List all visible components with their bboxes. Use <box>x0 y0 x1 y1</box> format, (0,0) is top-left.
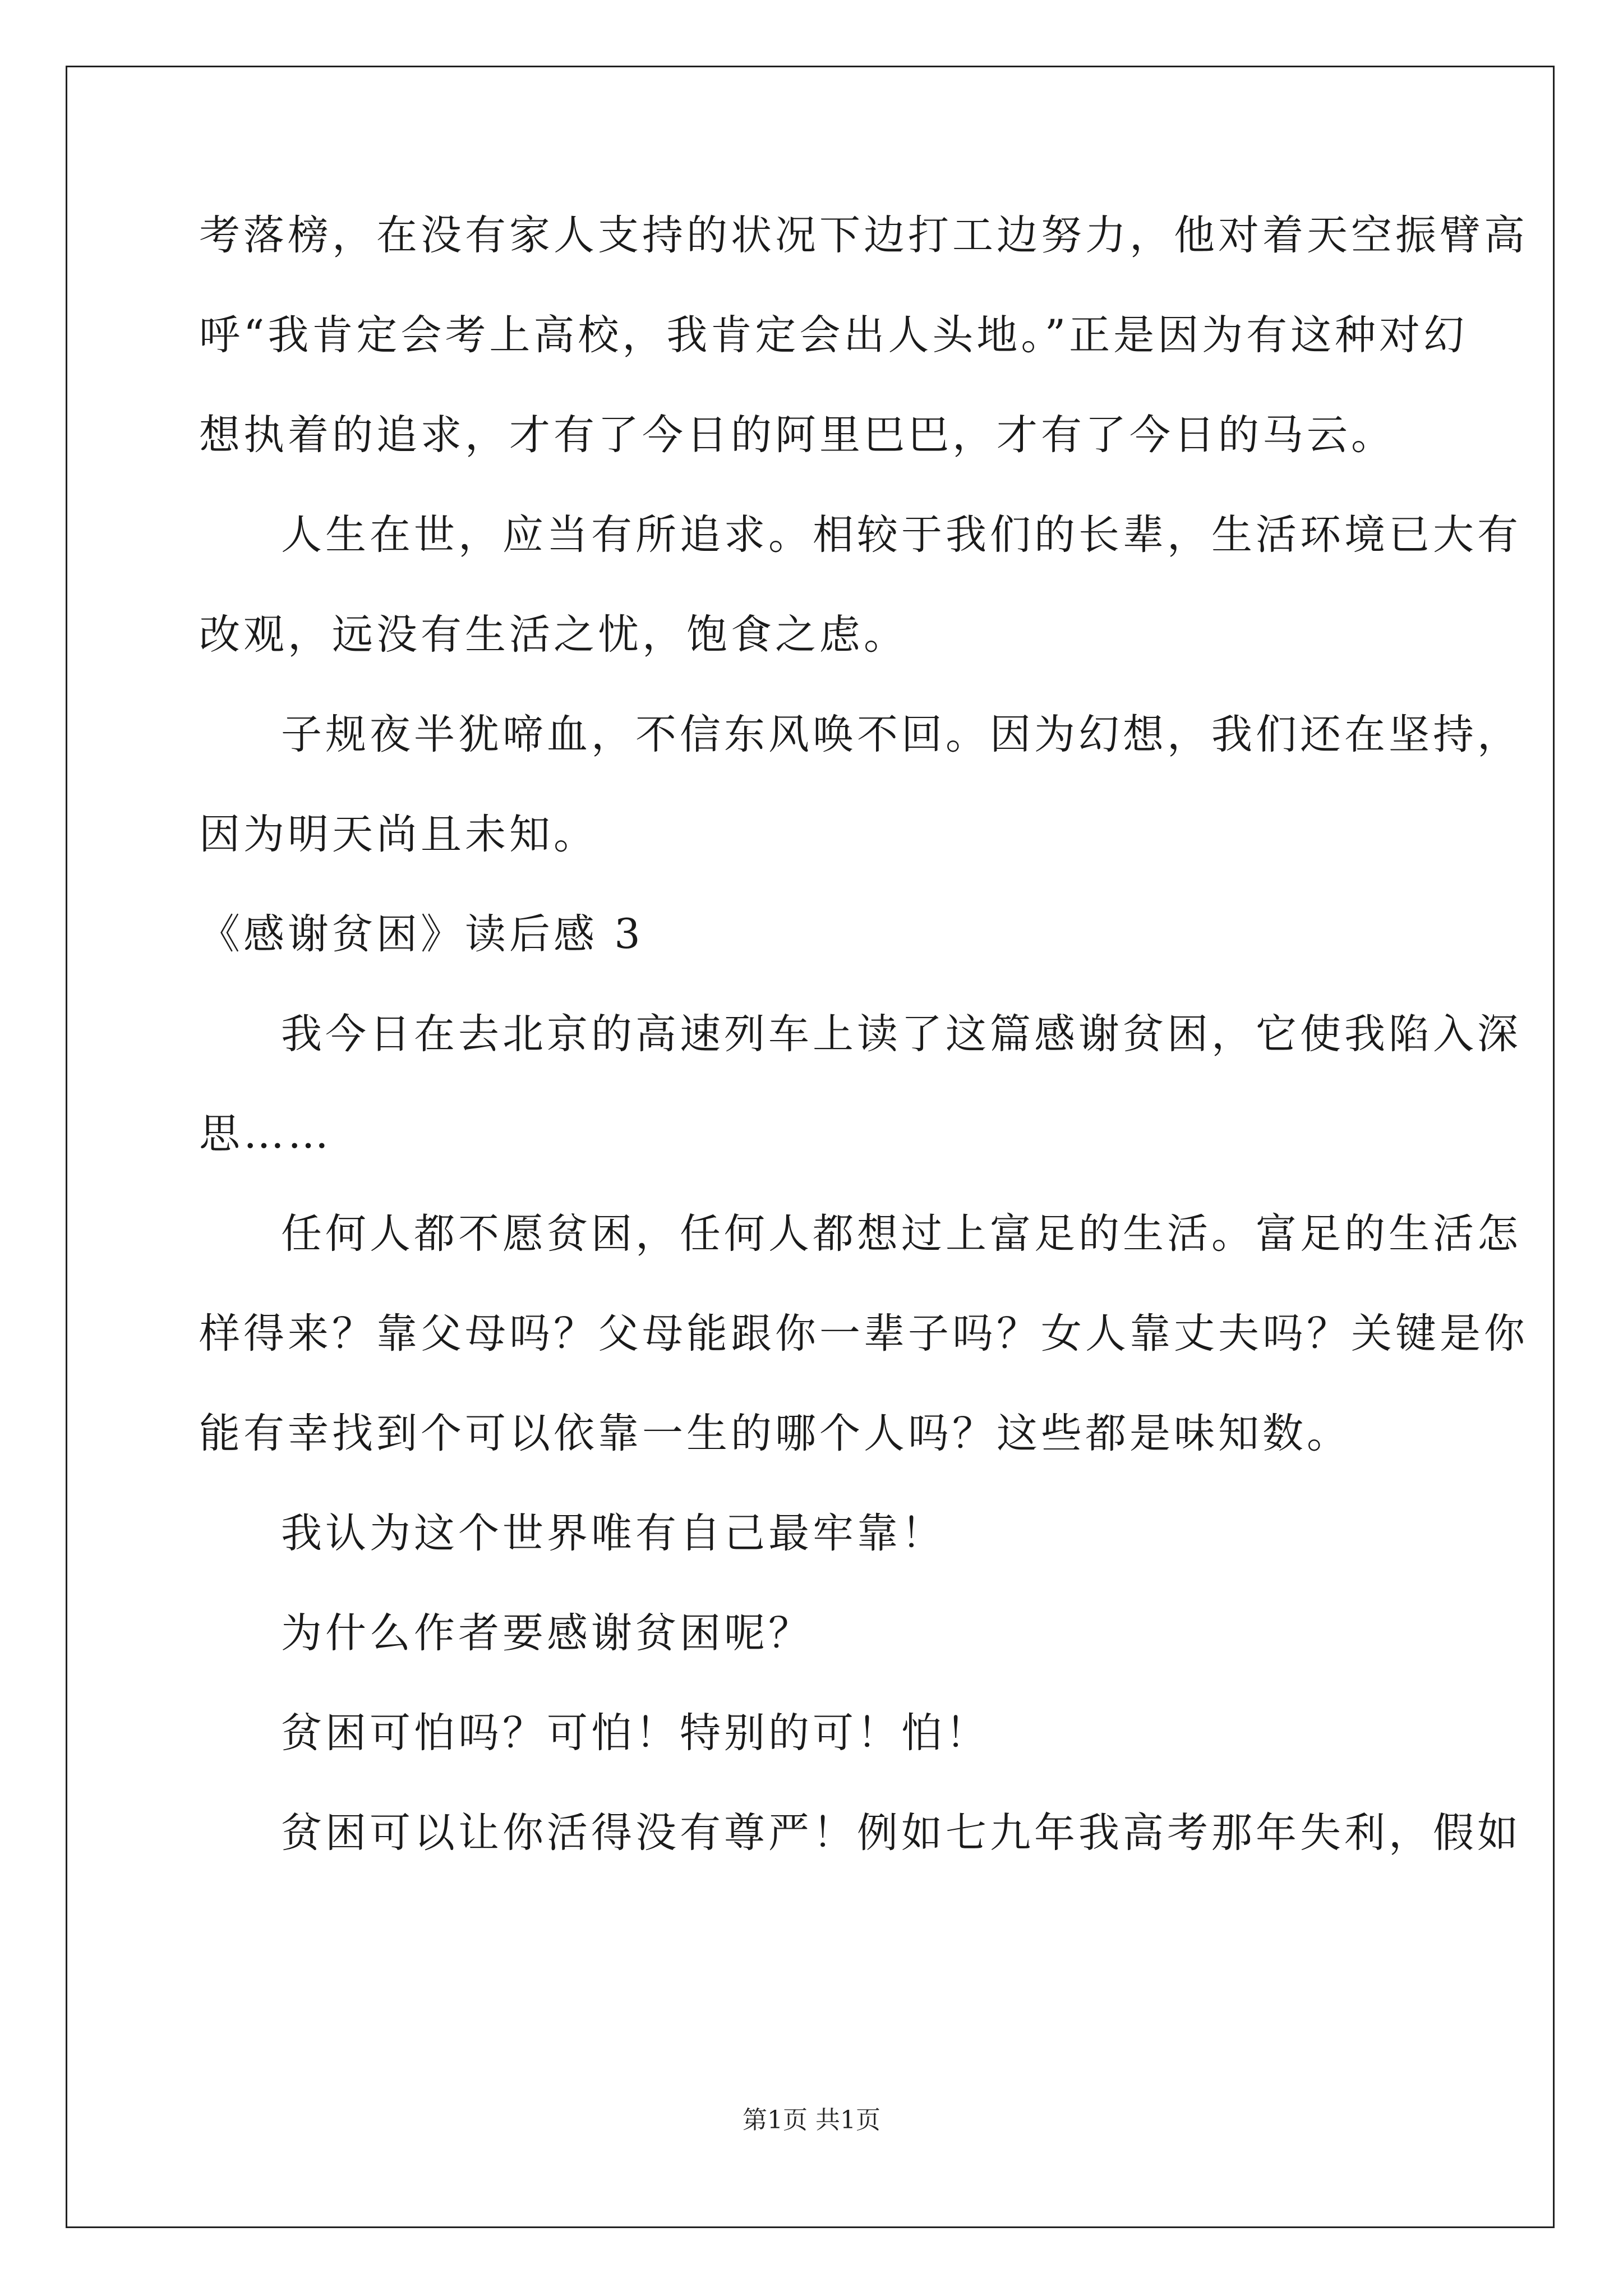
paragraph-start-line: 任何人都不愿贫困，任何人都想过上富足的生活。富足的生活怎 <box>281 1210 1521 1258</box>
paragraph-start-line: 人生在世，应当有所追求。相较于我们的长辈，生活环境已大有 <box>281 511 1521 559</box>
section-heading: 《感谢贫困》读后感 3 <box>199 910 644 958</box>
paragraph-start-line: 贫困可怕吗？可怕！特别的可！怕！ <box>281 1709 990 1757</box>
paragraph-start-line: 贫困可以让你活得没有尊严！例如七九年我高考那年失利，假如 <box>281 1809 1521 1857</box>
paragraph-start-line: 为什么作者要感谢贫困呢？ <box>281 1609 813 1657</box>
text-line: 思…… <box>199 1110 332 1158</box>
page-footer: 第1页 共1页 <box>743 2106 880 2134</box>
text-line: 改观，远没有生活之忧，饱食之虑。 <box>199 611 908 659</box>
paragraph-start-line: 我今日在去北京的高速列车上读了这篇感谢贫困，它使我陷入深 <box>281 1010 1521 1058</box>
text-line: 能有幸找到个可以依靠一生的哪个人吗？这些都是味知数。 <box>199 1410 1351 1457</box>
paragraph-start-line: 子规夜半犹啼血，不信东风唤不回。因为幻想，我们还在坚持， <box>281 711 1521 758</box>
text-line: 因为明天尚且未知。 <box>199 811 598 858</box>
text-line: 想执着的追求，才有了今日的阿里巴巴，才有了今日的马云。 <box>199 411 1395 459</box>
text-line: 样得来？靠父母吗？父母能跟你一辈子吗？女人靠丈夫吗？关键是你 <box>199 1310 1528 1358</box>
text-line: 呼“我肯定会考上高校，我肯定会出人头地。”正是因为有这种对幻 <box>199 311 1468 359</box>
paragraph-start-line: 我认为这个世界唯有自己最牢靠！ <box>281 1510 946 1557</box>
text-line: 考落榜，在没有家人支持的状况下边打工边努力，他对着天空振臂高 <box>199 211 1528 259</box>
